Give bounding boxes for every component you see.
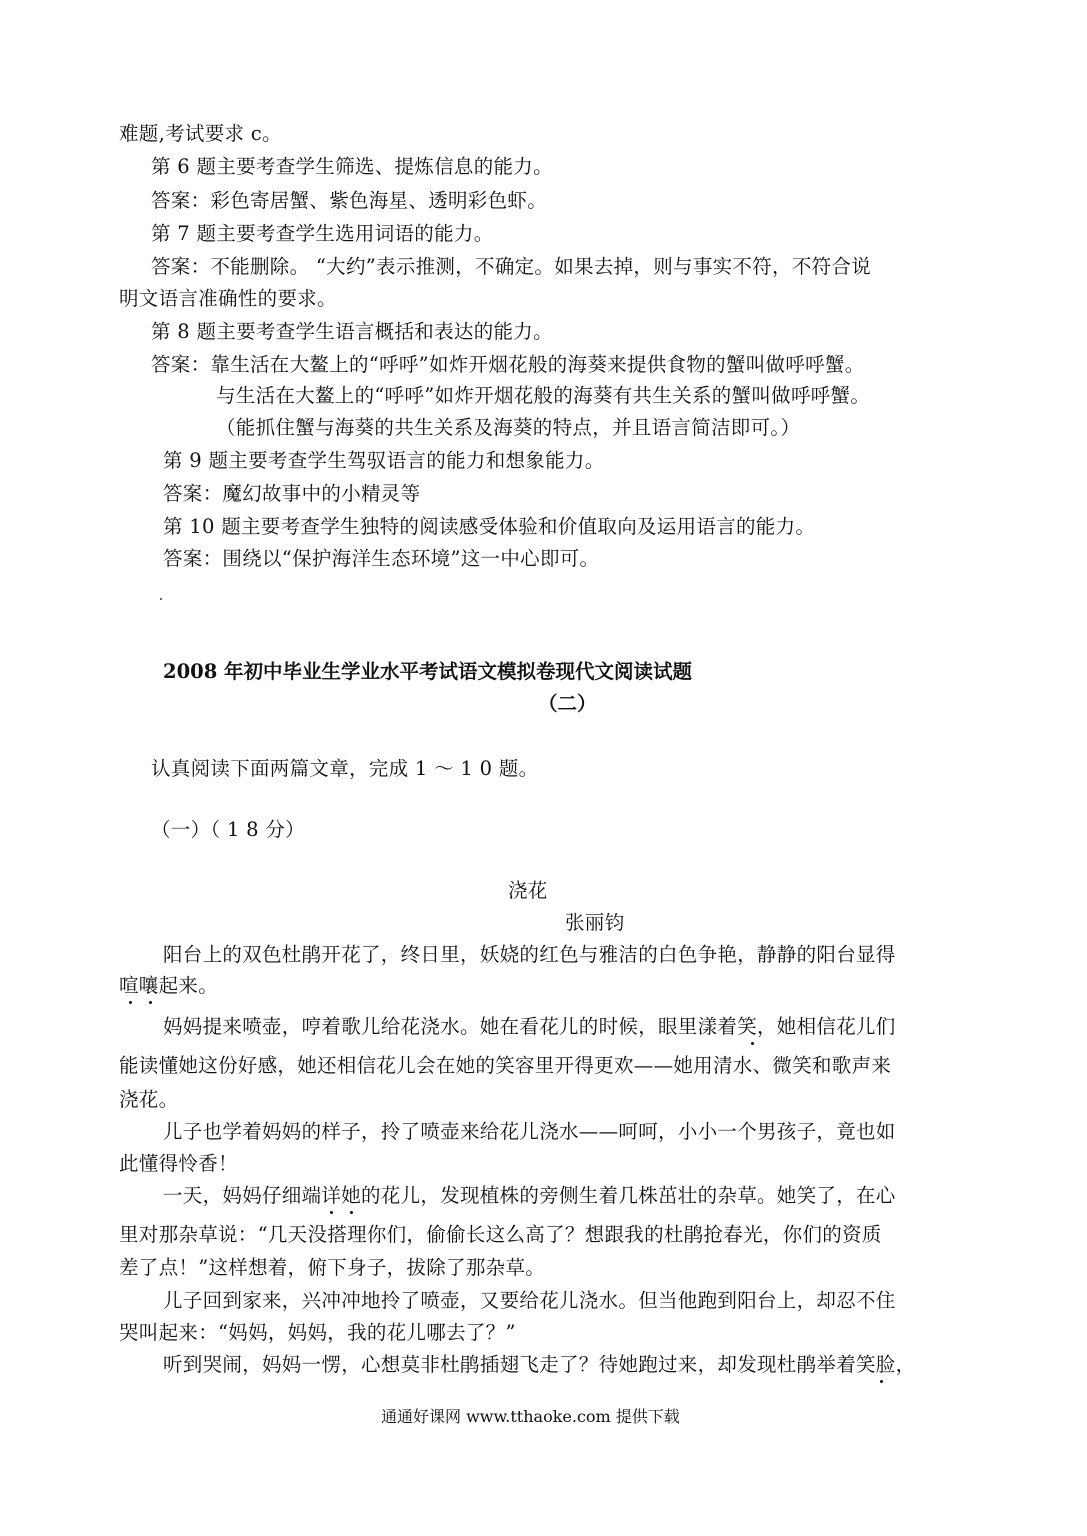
article-paragraph-4-end: 差了点！”这样想着，俯下身子，拔除了那杂草。 bbox=[119, 1256, 546, 1279]
article-paragraph-2: 妈妈提来喷壶，哼着歌儿给花浇水。她在看花儿的时候，眼里漾着笑，她相信花儿们 bbox=[163, 1015, 896, 1038]
page-footer: 通通好课网 www.tthaoke.com 提供下载 bbox=[381, 1407, 680, 1426]
answer-line-9: 与生活在大鳌上的“呼呼”如炸开烟花般的海葵有共生关系的蟹叫做呼呼蟹。 bbox=[216, 384, 871, 407]
article-paragraph-4: 一天，妈妈仔细端详她的花儿，发现植株的旁侧生着几株茁壮的杂草。她笑了，在心 bbox=[163, 1184, 896, 1207]
answer-line-1: 难题,考试要求 c。 bbox=[119, 122, 282, 145]
emphasis-dot bbox=[149, 1001, 152, 1004]
answer-line-2: 第 6 题主要考查学生筛选、提炼信息的能力。 bbox=[151, 155, 553, 178]
article-paragraph-3-cont: 此懂得怜香！ bbox=[119, 1152, 238, 1175]
answer-line-14: 答案：围绕以“保护海洋生态环境”这一中心即可。 bbox=[163, 547, 600, 570]
stray-mark bbox=[160, 598, 162, 600]
answer-line-13: 第 10 题主要考查学生独特的阅读感受体验和价值取向及运用语言的能力。 bbox=[163, 515, 816, 538]
article-author: 张丽钧 bbox=[565, 911, 625, 934]
answer-line-12: 答案：魔幻故事中的小精灵等 bbox=[163, 482, 421, 505]
answer-line-7: 第 8 题主要考查学生语言概括和表达的能力。 bbox=[151, 320, 553, 343]
article-paragraph-6: 听到哭闹，妈妈一愣，心想莫非杜鹃插翅飞走了？待她跑过来，却发现杜鹃举着笑脸， bbox=[163, 1353, 916, 1376]
emphasis-dot bbox=[751, 1042, 754, 1045]
answer-line-3: 答案：彩色寄居蟹、紫色海星、透明彩色虾。 bbox=[151, 189, 548, 212]
article-paragraph-2-end: 浇花。 bbox=[119, 1088, 179, 1111]
exam-instruction: 认真阅读下面两篇文章，完成 1 ～ 1 0 题。 bbox=[151, 757, 539, 780]
exam-subtitle: （二） bbox=[538, 692, 597, 715]
answer-line-11: 第 9 题主要考查学生驾驭语言的能力和想象能力。 bbox=[163, 449, 605, 472]
answer-line-6: 明文语言准确性的要求。 bbox=[119, 287, 337, 310]
article-paragraph-2-cont: 能读懂她这份好感，她还相信花儿会在她的笑容里开得更欢——她用清水、微笑和歌声来 bbox=[119, 1054, 892, 1077]
exam-title: 2008 年初中毕业生学业水平考试语文模拟卷现代文阅读试题 bbox=[163, 660, 693, 683]
answer-line-5: 答案：不能删除。 “大约”表示推测，不确定。如果去掉，则与事实不符，不符合说 bbox=[151, 255, 872, 278]
emphasis-dot bbox=[129, 1001, 132, 1004]
section-header: （一）（ 1 8 分） bbox=[151, 818, 305, 841]
article-paragraph-5: 儿子回到家来，兴冲冲地拎了喷壶，又要给花儿浇水。但当他跑到阳台上，却忍不住 bbox=[163, 1289, 896, 1312]
answer-line-4: 第 7 题主要考查学生选用词语的能力。 bbox=[151, 222, 494, 245]
answer-line-10: （能抓住蟹与海葵的共生关系及海葵的特点，并且语言简洁即可。） bbox=[216, 416, 801, 439]
article-paragraph-4-cont: 里对那杂草说：“几天没搭理你们，偷偷长这么高了？想跟我的杜鹃抢春光，你们的资质 bbox=[119, 1223, 882, 1246]
answer-line-8: 答案：靠生活在大鳌上的“呼呼”如炸开烟花般的海葵来提供食物的蟹叫做呼呼蟹。 bbox=[151, 353, 865, 376]
emphasis-dot bbox=[880, 1380, 883, 1383]
article-paragraph-3: 儿子也学着妈妈的样子，拎了喷壶来给花儿浇水——呵呵，小小一个男孩子，竟也如 bbox=[163, 1120, 896, 1143]
article-paragraph-1-cont: 喧嚷起来。 bbox=[119, 974, 219, 997]
article-paragraph-5-cont: 哭叫起来：“妈妈，妈妈，我的花儿哪去了？” bbox=[119, 1321, 516, 1344]
article-paragraph-1: 阳台上的双色杜鹃开花了，终日里，妖娆的红色与雅洁的白色争艳，静静的阳台显得 bbox=[163, 943, 896, 966]
emphasis-dot bbox=[350, 1211, 353, 1214]
article-title: 浇花 bbox=[508, 879, 548, 902]
emphasis-dot bbox=[330, 1211, 333, 1214]
